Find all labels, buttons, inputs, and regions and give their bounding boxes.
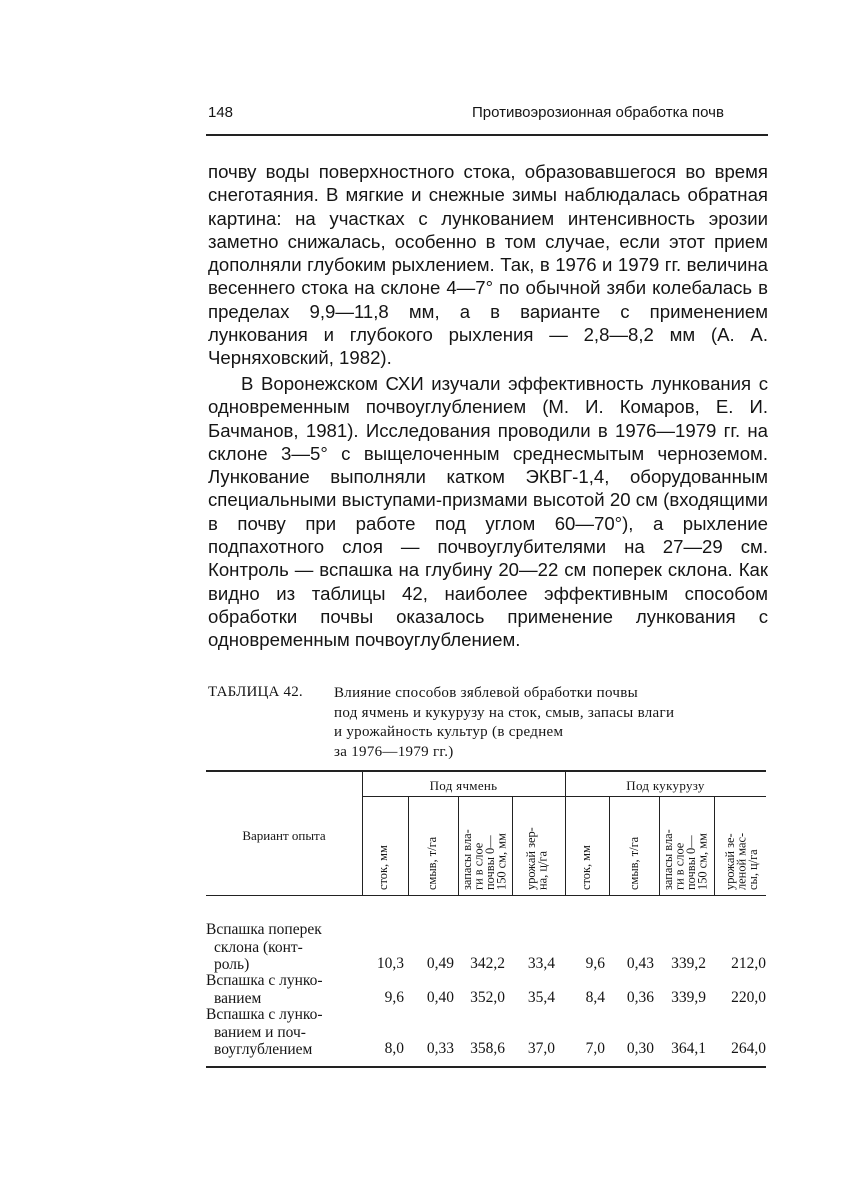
col-header-washout-barley xyxy=(427,798,439,890)
cell-value: 220,0 xyxy=(731,989,766,1006)
col-header-line: ги в слое xyxy=(672,842,687,890)
row-label-line: Вспашка с лунко- xyxy=(206,972,323,989)
col-header-line: ги в слое xyxy=(471,842,486,890)
col-header-line: 150 см, мм xyxy=(695,833,710,890)
caption-line: за 1976—1979 гг.) xyxy=(334,743,454,760)
row-label-line: Вспашка поперек xyxy=(206,921,322,938)
table-row-label xyxy=(206,1006,364,1059)
col-header-yield-grain xyxy=(526,798,549,890)
cell-value: 358,6 xyxy=(470,1040,505,1057)
col-header-line: запасы вла- xyxy=(661,829,675,890)
table-top-rule xyxy=(206,770,766,772)
table-bottom-rule xyxy=(206,1066,766,1068)
page-number: 148 xyxy=(208,104,234,121)
cell-value: 0,40 xyxy=(426,989,454,1006)
col-header-yield-green-mass xyxy=(725,798,760,890)
caption-line: Влияние способов зяблевой обработки почвы xyxy=(334,685,639,701)
col-header-moisture-corn xyxy=(663,798,709,890)
row-label-line: воуглублением xyxy=(214,1041,313,1058)
table-label: ТАБЛИЦА 42. xyxy=(208,684,303,700)
col-header-runoff-corn xyxy=(581,798,593,890)
cell-value: 35,4 xyxy=(527,989,555,1006)
variant-column-header: Вариант опыта xyxy=(242,828,326,843)
col-header-line: почвы 0— xyxy=(483,835,497,890)
cell-value: 212,0 xyxy=(731,955,766,972)
col-header-runoff-barley xyxy=(378,798,390,890)
col-header-line: смыв, т/га xyxy=(627,836,641,890)
cell-value: 37,0 xyxy=(527,1040,555,1057)
col-header-line: смыв, т/га xyxy=(425,836,439,890)
col-sep xyxy=(512,796,513,895)
cell-value: 0,30 xyxy=(626,1040,654,1057)
col-header-line: 150 см, мм xyxy=(494,833,509,890)
cell-value: 0,33 xyxy=(426,1040,454,1057)
cell-value: 0,36 xyxy=(626,989,654,1006)
col-header-line: сы, ц/га xyxy=(746,849,760,890)
col-sep xyxy=(659,796,660,895)
cell-value: 352,0 xyxy=(470,989,505,1006)
cell-value: 8,0 xyxy=(384,1040,404,1057)
col-header-line: почвы 0— xyxy=(684,835,698,890)
cell-value: 364,1 xyxy=(671,1040,706,1057)
col-sep xyxy=(609,796,610,895)
table-row-label xyxy=(206,921,364,974)
row-label-line: ванием и поч- xyxy=(214,1023,306,1041)
col-sep xyxy=(408,796,409,895)
cell-value: 0,49 xyxy=(426,955,454,972)
cell-value: 7,0 xyxy=(585,1040,605,1057)
paragraph-1: почву воды поверхностного стока, образовавшегося во время снеготаяния. В мягкие и снежные зимы наблюдалась обратная картина: на участках с лункованием интенсивность эрозии заметно снижалась, особенно в том случае, если этот прием дополняли глубоким рыхлением. Так, в 1976 и 1979 гг. величина весеннего стока на склоне 4—7° по обычной зяби колебалась в пределах 9,9—11,8 мм, а в варианте с применением лункования и глубокого рыхления — 2,8—8,2 мм (А. А. Черняховский, 1982). xyxy=(208,161,768,369)
caption-line: и урожайность культур (в среднем xyxy=(334,724,564,740)
cell-value: 10,3 xyxy=(376,955,404,972)
header-rule xyxy=(206,134,768,136)
col-header-washout-corn xyxy=(629,798,641,890)
cell-value: 339,2 xyxy=(671,955,706,972)
col-sep xyxy=(714,796,715,895)
cell-value: 9,6 xyxy=(384,989,404,1006)
table-caption xyxy=(334,684,766,762)
group-header-corn: Под кукурузу xyxy=(626,778,705,793)
paragraph-2: В Воронежском СХИ изучали эффективность лункования с одновременным почвоуглублением (М. И. Комаров, Е. И. Бачманов, 1981). Исследования проводили в 1976—1979 гг. на склоне 3—5° с выщелоченным среднесмытым черноземом. Лункование выполняли катком ЭКВГ-1,4, оборудованным специальными выступами-призмами высотой 20 см (входящими в почву при работе под углом 60—70°), а рыхление подпахотного слоя — почвоуглубителями на 27—29 см. Контроль — вспашка на глубину 20—22 см поперек склона. Как видно из таблицы 42, наиболее эффективным способом обработки почвы оказалось применение лункования с одновременным почвоуглублением. xyxy=(208,373,768,651)
cell-value: 342,2 xyxy=(470,955,505,972)
col-header-line: сток, мм xyxy=(376,845,390,890)
col-header-line: леной мас- xyxy=(734,832,749,890)
col-header-line: на, ц/га xyxy=(535,851,550,890)
row-label-line: роль) xyxy=(214,956,250,973)
col-header-line: урожай зер- xyxy=(524,827,538,890)
header-bottom-rule xyxy=(206,895,766,896)
group-rule-corn xyxy=(565,796,766,797)
row-label-line: склона (конт- xyxy=(214,938,303,956)
running-title: Противоэрозионная обработка почв xyxy=(472,104,724,121)
cell-value: 339,9 xyxy=(671,989,706,1006)
group-rule-barley xyxy=(362,796,565,797)
table-row-label xyxy=(206,972,364,1007)
cell-value: 0,43 xyxy=(626,955,654,972)
cell-value: 264,0 xyxy=(731,1040,766,1057)
group-header-barley: Под ячмень xyxy=(429,778,498,793)
col-header-line: урожай зе- xyxy=(723,833,737,890)
caption-line: под ячмень и кукурузу на сток, смыв, запасы влаги xyxy=(334,704,675,721)
col-header-line: сток, мм xyxy=(579,845,593,890)
cell-value: 8,4 xyxy=(585,989,605,1006)
cell-value: 33,4 xyxy=(527,955,555,972)
cell-value: 9,6 xyxy=(585,955,605,972)
row-label-line: Вспашка с лунко- xyxy=(206,1006,323,1023)
col-sep xyxy=(458,796,459,895)
col-header-moisture-barley xyxy=(462,798,508,890)
col-header-line: запасы вла- xyxy=(460,829,474,890)
row-label-line: ванием xyxy=(214,989,262,1007)
